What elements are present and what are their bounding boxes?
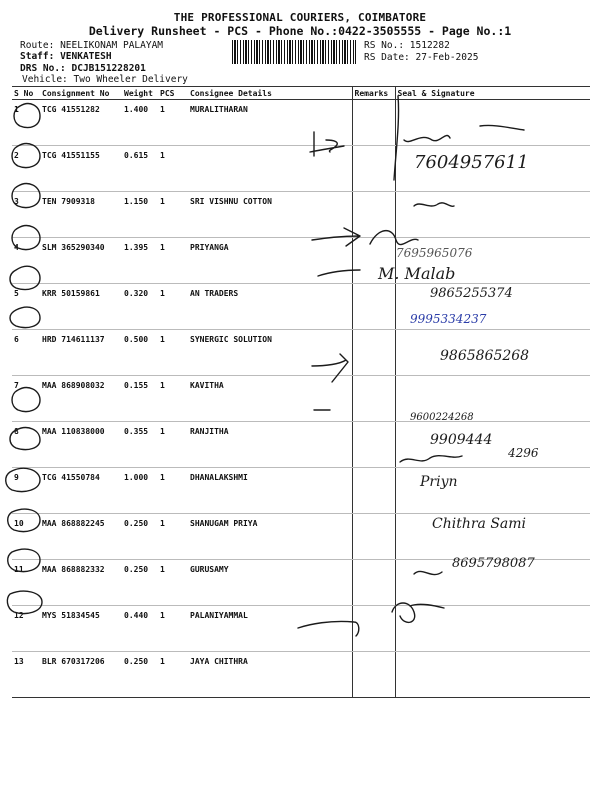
staff-line	[20, 51, 112, 62]
vehicle-label: Vehicle:	[22, 74, 68, 85]
cell-pcs: 1	[158, 422, 188, 468]
cell-consignment-no: TCG 41551282	[40, 100, 122, 146]
handwritten-phone-row2: 7604957611	[414, 152, 529, 173]
cell-consignment-no: MAA 868882245	[40, 514, 122, 560]
cell-remarks	[352, 330, 395, 376]
cell-consignee: MURALITHARAN	[188, 100, 352, 146]
cell-consignment-no: SLM 365290340	[40, 238, 122, 284]
cell-sno: 8	[12, 422, 40, 468]
cell-consignee: JAYA CHITHRA	[188, 652, 352, 698]
table-row	[12, 192, 590, 238]
cell-consignee: AN TRADERS	[188, 284, 352, 330]
cell-sno: 7	[12, 376, 40, 422]
cell-consignee: SYNERGIC SOLUTION	[188, 330, 352, 376]
cell-weight: 0.615	[122, 146, 158, 192]
cell-consignee: SHANUGAM PRIYA	[188, 514, 352, 560]
cell-weight: 0.250	[122, 652, 158, 698]
cell-consignment-no: MYS 51834545	[40, 606, 122, 652]
cell-consignee: GURUSAMY	[188, 560, 352, 606]
rs-no-label: RS No.:	[364, 40, 405, 51]
handwritten-signature-row11: Chithra Sami	[432, 516, 527, 532]
cell-pcs: 1	[158, 560, 188, 606]
cell-remarks	[352, 192, 395, 238]
rs-no-value: 1512282	[409, 40, 450, 51]
table-row	[12, 100, 590, 146]
drs-line	[20, 63, 146, 74]
cell-pcs: 1	[158, 100, 188, 146]
cell-pcs: 1	[158, 284, 188, 330]
cell-consignee: KAVITHA	[188, 376, 352, 422]
cell-consignee: PRIYANGA	[188, 238, 352, 284]
col-header-pcs: PCS	[158, 87, 188, 100]
vehicle-value: Two Wheeler Delivery	[73, 74, 188, 85]
handwritten-phone-row12: 8695798087	[452, 556, 535, 571]
col-header-remarks: Remarks	[352, 87, 395, 100]
staff-label: Staff:	[20, 51, 55, 62]
handwritten-phone-row7: 9865865268	[440, 348, 530, 364]
cell-sno: 10	[12, 514, 40, 560]
drs-label: DRS No.:	[20, 63, 66, 74]
cell-consignment-no: TEN 7909318	[40, 192, 122, 238]
route-value: NEELIKONAM PALAYAM	[60, 40, 164, 51]
cell-pcs: 1	[158, 514, 188, 560]
cell-weight: 1.000	[122, 468, 158, 514]
route-line	[20, 40, 163, 51]
handwritten-phone-row8: 9600224268	[410, 412, 474, 423]
cell-weight: 0.355	[122, 422, 158, 468]
handwritten-phone-row9: 9909444	[430, 432, 493, 448]
cell-sno: 12	[12, 606, 40, 652]
cell-seal-signature	[395, 192, 590, 238]
cell-remarks	[352, 284, 395, 330]
table-row	[12, 238, 590, 284]
cell-pcs: 1	[158, 468, 188, 514]
handwritten-signature-row10: Priyn	[420, 474, 458, 490]
cell-remarks	[352, 560, 395, 606]
cell-sno: 6	[12, 330, 40, 376]
handwritten-phone-row6: 9995334237	[410, 312, 487, 326]
cell-sno: 5	[12, 284, 40, 330]
col-header-consignee: Consignee Details	[188, 87, 352, 100]
runsheet-table	[12, 86, 590, 698]
cell-weight: 1.400	[122, 100, 158, 146]
cell-consignment-no: TCG 41550784	[40, 468, 122, 514]
cell-weight: 1.395	[122, 238, 158, 284]
cell-pcs: 1	[158, 606, 188, 652]
rs-date-value: 27-Feb-2025	[415, 52, 479, 63]
rs-date-label: RS Date:	[364, 52, 410, 63]
cell-weight: 0.320	[122, 284, 158, 330]
handwritten-suffix-row9: 4296	[508, 446, 539, 460]
cell-remarks	[352, 606, 395, 652]
cell-seal-signature	[395, 606, 590, 652]
cell-sno: 9	[12, 468, 40, 514]
rs-no-line	[364, 40, 450, 51]
drs-barcode	[232, 40, 356, 64]
cell-consignment-no: BLR 670317206	[40, 652, 122, 698]
company-title: THE PROFESSIONAL COURIERS, COIMBATORE	[173, 11, 427, 24]
cell-remarks	[352, 422, 395, 468]
cell-sno: 3	[12, 192, 40, 238]
cell-consignment-no: MAA 868882332	[40, 560, 122, 606]
handwritten-phone-row5: 9865255374	[430, 286, 513, 301]
rs-date-line	[364, 52, 478, 63]
cell-pcs: 1	[158, 192, 188, 238]
cell-weight: 1.150	[122, 192, 158, 238]
cell-seal-signature	[395, 422, 590, 468]
cell-consignment-no: TCG 41551155	[40, 146, 122, 192]
cell-consignee	[188, 146, 352, 192]
cell-consignee: SRI VISHNU COTTON	[188, 192, 352, 238]
cell-sno: 4	[12, 238, 40, 284]
vehicle-line	[22, 74, 188, 85]
cell-weight: 0.500	[122, 330, 158, 376]
cell-consignment-no: MAA 868908032	[40, 376, 122, 422]
cell-remarks	[352, 100, 395, 146]
col-header-consignment: Consignment No	[40, 87, 122, 100]
cell-seal-signature	[395, 100, 590, 146]
cell-consignee: DHANALAKSHMI	[188, 468, 352, 514]
cell-consignment-no: KRR 50159861	[40, 284, 122, 330]
col-header-sno: S No	[12, 87, 40, 100]
drs-value: DCJB151228201	[71, 63, 146, 74]
cell-weight: 0.440	[122, 606, 158, 652]
staff-value: VENKATESH	[60, 51, 112, 62]
route-label: Route:	[20, 40, 55, 51]
cell-sno: 11	[12, 560, 40, 606]
cell-remarks	[352, 514, 395, 560]
cell-pcs: 1	[158, 652, 188, 698]
table-row	[12, 376, 590, 422]
col-header-seal-signature: Seal & Signature	[395, 87, 590, 100]
table-row	[12, 422, 590, 468]
cell-consignee: PALANIYAMMAL	[188, 606, 352, 652]
col-header-weight: Weight	[122, 87, 158, 100]
cell-weight: 0.250	[122, 514, 158, 560]
cell-remarks	[352, 376, 395, 422]
cell-weight: 0.250	[122, 560, 158, 606]
cell-weight: 0.155	[122, 376, 158, 422]
runsheet-subtitle: Delivery Runsheet - PCS - Phone No.:0422-3505555 - Page No.:1	[88, 24, 512, 38]
cell-remarks	[352, 146, 395, 192]
cell-pcs: 1	[158, 238, 188, 284]
cell-consignment-no: HRD 714611137	[40, 330, 122, 376]
cell-consignment-no: MAA 110838000	[40, 422, 122, 468]
table-row	[12, 468, 590, 514]
handwritten-phone-row4: 7695965076	[396, 246, 473, 260]
cell-sno: 1	[12, 100, 40, 146]
table-row	[12, 606, 590, 652]
cell-remarks	[352, 468, 395, 514]
cell-seal-signature	[395, 652, 590, 698]
table-header-row	[12, 87, 590, 100]
cell-remarks	[352, 652, 395, 698]
cell-pcs: 1	[158, 376, 188, 422]
cell-sno: 13	[12, 652, 40, 698]
cell-consignee: RANJITHA	[188, 422, 352, 468]
handwritten-name-row5: M. Malab	[378, 264, 456, 283]
cell-pcs: 1	[158, 146, 188, 192]
table-row	[12, 652, 590, 698]
cell-pcs: 1	[158, 330, 188, 376]
cell-sno: 2	[12, 146, 40, 192]
